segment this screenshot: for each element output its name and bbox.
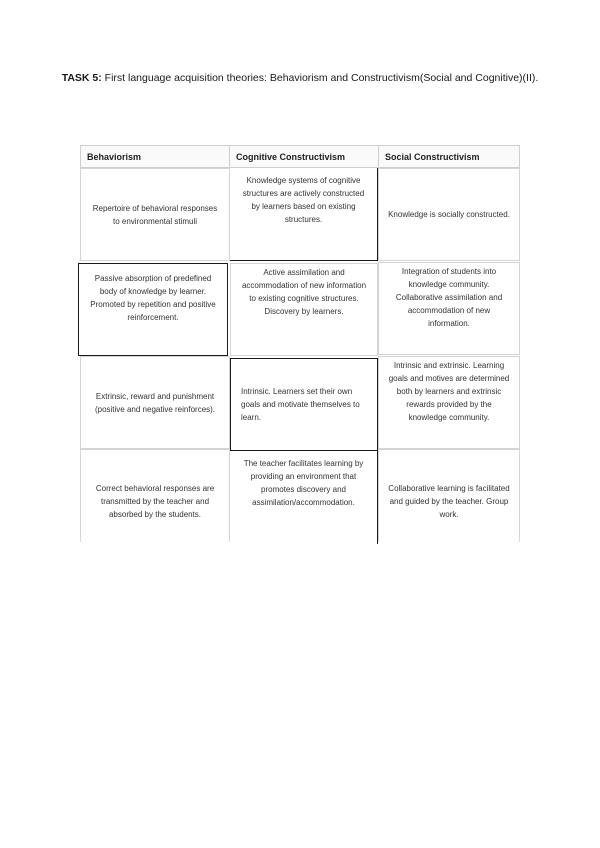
cell-text: Collaborative learning is facilitated and guided by the teacher. Group work. [388, 484, 510, 519]
task-title-text: First language acquisition theories: Behaviorism and Constructivism(Social and Cognitive)(II). [101, 72, 539, 84]
cell-text: Repertoire of behavioral responses to environmental stimuli [92, 203, 218, 226]
header-cognitive-constructivism: Cognitive Constructivism [229, 145, 379, 168]
cell-text: The teacher facilitates learning by providing an environment that promotes discovery and assimilation/accommodation. [243, 459, 364, 507]
cell-text: Passive absorption of predefined body of knowledge by learner. Promoted by repetition and positive reinforcement. [90, 274, 216, 322]
cell-cognitive-teacher [230, 451, 378, 544]
cell-text: Correct behavioral responses are transmitted by the teacher and absorbed by the students. [95, 484, 215, 519]
cell-text: Intrinsic and extrinsic. Learning goals and motives are determined both by learners and extrinsic rewards provided by the knowledge community. [388, 361, 510, 422]
cell-behaviorism-learning [78, 263, 228, 356]
cell-cognitive-motivation [230, 358, 378, 451]
cell-text: Extrinsic, reward and punishment (positive and negative reinforces). [94, 391, 216, 414]
cell-cognitive-knowledge [230, 168, 378, 261]
cell-behaviorism-teacher [80, 449, 230, 542]
cell-social-knowledge [378, 168, 520, 261]
cell-behaviorism-motivation [80, 356, 230, 449]
cell-text: Integration of students into knowledge community. Collaborative assimilation and accommodation of new information. [395, 267, 503, 328]
cell-social-motivation [378, 356, 520, 449]
cell-social-learning [378, 262, 520, 355]
page-title [60, 66, 540, 91]
task-label: TASK 5: [61, 72, 102, 84]
cell-text: Knowledge systems of cognitive structures are actively constructed by learners based on existing structures. [242, 176, 365, 224]
cell-text: Knowledge is socially constructed. [388, 210, 510, 219]
cell-behaviorism-knowledge [80, 168, 230, 261]
cell-social-teacher [378, 449, 520, 542]
cell-cognitive-learning [230, 263, 378, 356]
header-social-constructivism: Social Constructivism [378, 145, 520, 168]
cell-text: Intrinsic. Learners set their own goals and motivate themselves to learn. [241, 387, 360, 422]
cell-text: Active assimilation and accommodation of new information to existing cognitive structures. Discovery by learners. [241, 268, 367, 316]
header-behaviorism: Behaviorism [80, 145, 230, 168]
